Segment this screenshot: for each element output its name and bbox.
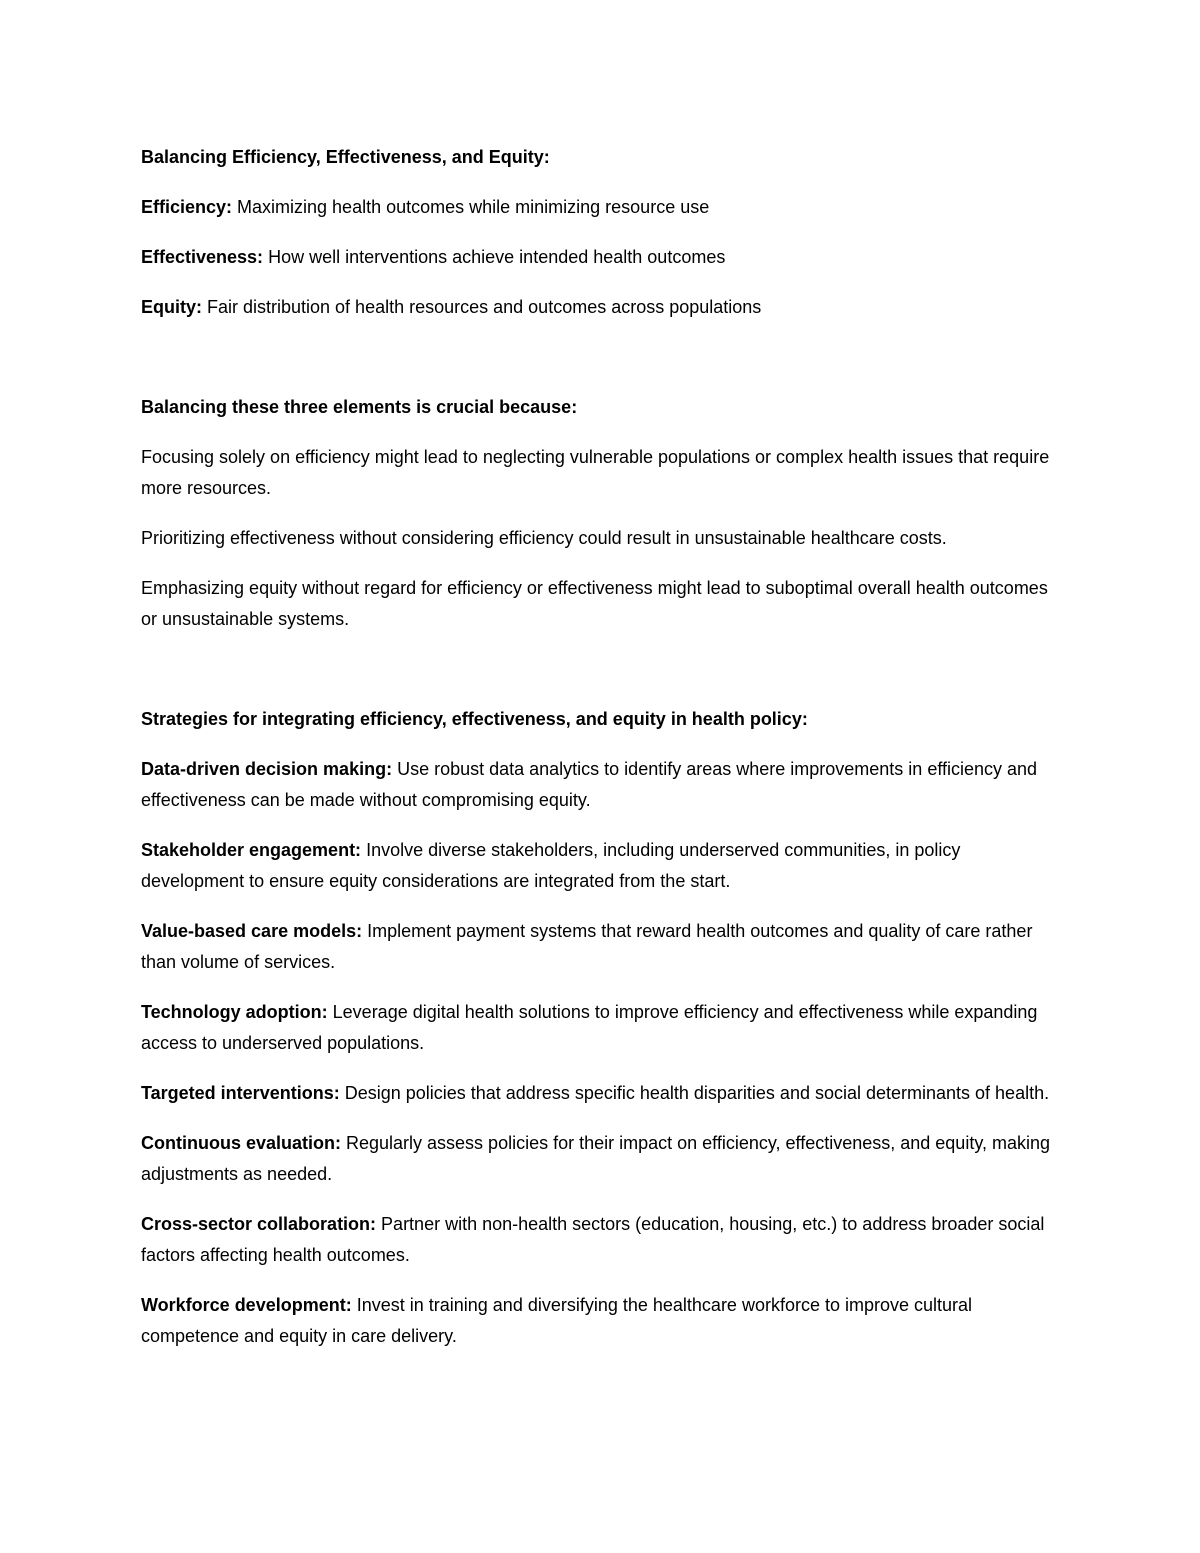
strategy-term: Cross-sector collaboration: <box>141 1214 377 1234</box>
definition-effectiveness <box>141 242 1066 273</box>
strategy-item <box>141 1290 1066 1352</box>
strategy-term: Data-driven decision making: <box>141 759 393 779</box>
paragraph-equity-risk: Emphasizing equity without regard for efficiency or effectiveness might lead to suboptimal overall health outcomes or unsustainable systems. <box>141 578 1048 629</box>
strategy-description: Partner with non-health sectors (education, housing, etc.) to address broader social factors affecting health outcomes. <box>141 1214 1045 1265</box>
term-description: Maximizing health outcomes while minimizing resource use <box>232 197 710 217</box>
paragraph-effectiveness-risk: Prioritizing effectiveness without considering efficiency could result in unsustainable healthcare costs. <box>141 528 947 548</box>
strategy-description: Regularly assess policies for their impact on efficiency, effectiveness, and equity, making adjustments as needed. <box>141 1133 1051 1184</box>
term-description: Fair distribution of health resources and outcomes across populations <box>202 297 762 317</box>
section-spacer <box>141 654 1066 704</box>
strategy-term: Technology adoption: <box>141 1002 328 1022</box>
term-label: Efficiency: <box>141 197 233 217</box>
strategy-description: Implement payment systems that reward health outcomes and quality of care rather than volume of services. <box>141 921 1033 972</box>
strategy-item <box>141 1078 1066 1109</box>
strategy-term: Workforce development: <box>141 1295 352 1315</box>
strategy-description: Use robust data analytics to identify areas where improvements in efficiency and effectiveness can be made without compromising equity. <box>141 759 1038 810</box>
strategy-description: Leverage digital health solutions to improve efficiency and effectiveness while expanding access to underserved populations. <box>141 1002 1038 1053</box>
strategy-item <box>141 835 1066 897</box>
strategy-item <box>141 916 1066 978</box>
section-spacer <box>141 342 1066 392</box>
definition-efficiency <box>141 192 1066 223</box>
strategy-term: Targeted interventions: <box>141 1083 340 1103</box>
strategy-item <box>141 997 1066 1059</box>
term-label: Equity: <box>141 297 202 317</box>
strategy-description: Design policies that address specific health disparities and social determinants of health. <box>339 1083 1050 1103</box>
section-heading-balancing: Balancing Efficiency, Effectiveness, and Equity: <box>141 147 550 167</box>
document-page <box>141 142 1066 1371</box>
strategy-term: Continuous evaluation: <box>141 1133 341 1153</box>
paragraph-efficiency-risk: Focusing solely on efficiency might lead to neglecting vulnerable populations or complex health issues that require more resources. <box>141 447 1050 498</box>
strategy-description: Involve diverse stakeholders, including underserved communities, in policy development to ensure equity considerations are integrated from the start. <box>141 840 961 891</box>
section-heading-strategies: Strategies for integrating efficiency, effectiveness, and equity in health policy: <box>141 709 808 729</box>
term-label: Effectiveness: <box>141 247 264 267</box>
strategy-item <box>141 754 1066 816</box>
definition-equity <box>141 292 1066 323</box>
term-description: How well interventions achieve intended health outcomes <box>263 247 726 267</box>
strategy-item <box>141 1128 1066 1190</box>
strategy-term: Stakeholder engagement: <box>141 840 362 860</box>
section-heading-crucial: Balancing these three elements is crucial because: <box>141 397 578 417</box>
strategy-item <box>141 1209 1066 1271</box>
strategy-term: Value-based care models: <box>141 921 363 941</box>
strategy-description: Invest in training and diversifying the healthcare workforce to improve cultural competence and equity in care delivery. <box>141 1295 973 1346</box>
